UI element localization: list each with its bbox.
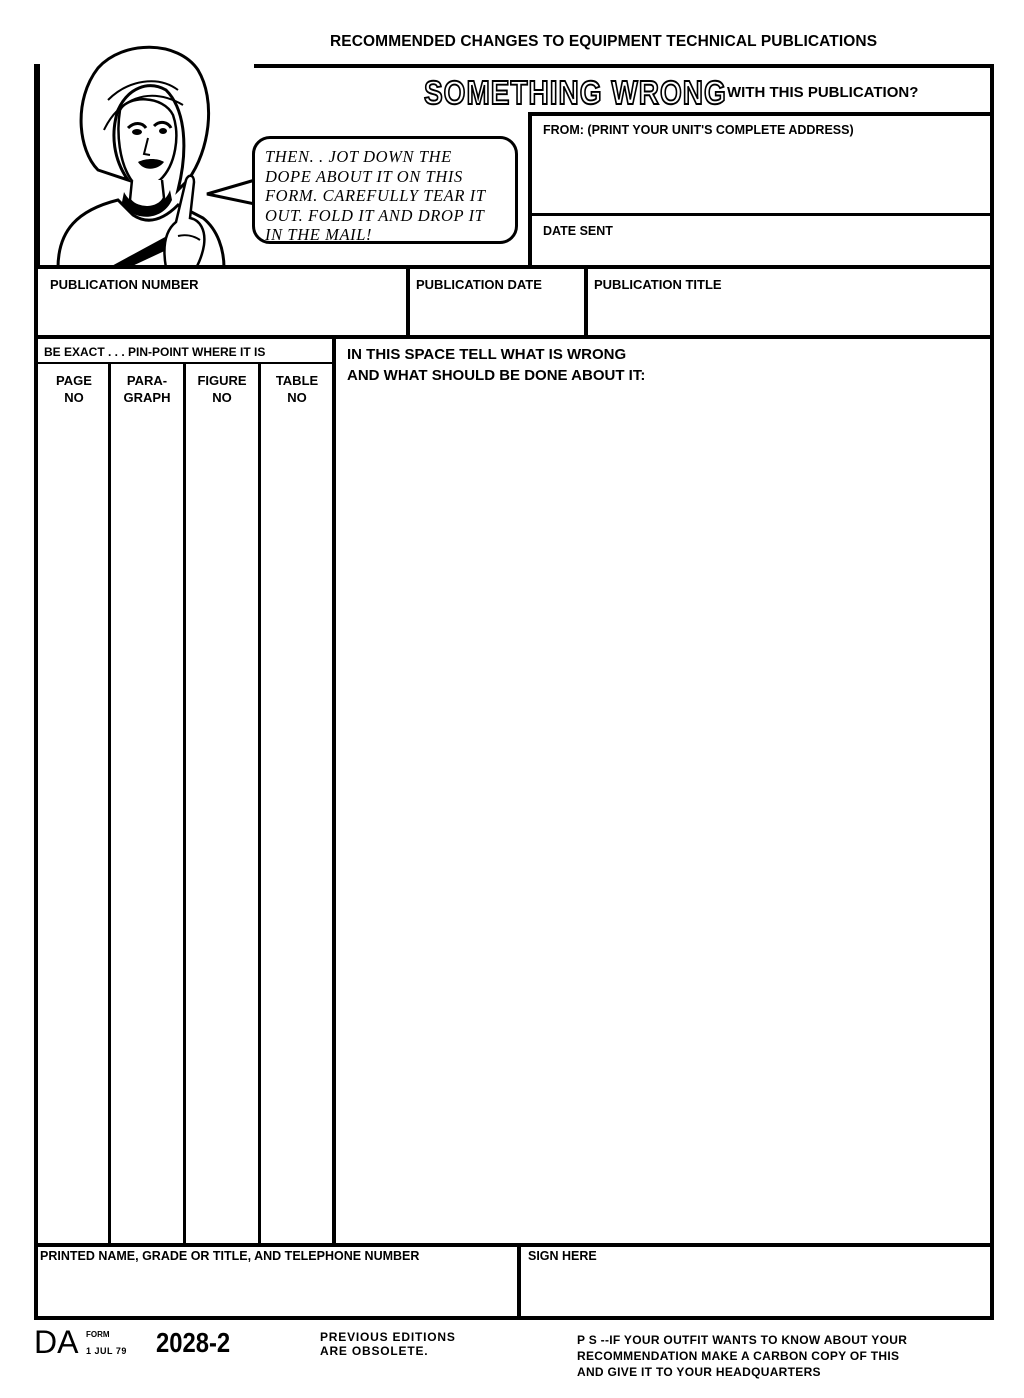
- signature-divider: [517, 1243, 521, 1320]
- bubble-line-2: DOPE ABOUT IT ON THIS: [265, 166, 463, 186]
- form-da-label: DA: [34, 1324, 79, 1360]
- col-table-no-header: [261, 372, 333, 406]
- bubble-line-1: THEN. . JOT DOWN THE: [265, 147, 452, 166]
- col-table-line2: NO: [287, 390, 307, 405]
- from-address-field[interactable]: [536, 142, 990, 210]
- publication-title-label: PUBLICATION TITLE: [594, 277, 722, 292]
- signature-field[interactable]: [524, 1266, 990, 1316]
- from-label: FROM: (PRINT YOUR UNIT'S COMPLETE ADDRESS): [543, 123, 854, 137]
- publication-number-label: PUBLICATION NUMBER: [50, 277, 199, 292]
- ps-line-2: RECOMMENDATION MAKE A CARBON COPY OF THIS: [577, 1349, 900, 1363]
- printed-name-label: PRINTED NAME, GRADE OR TITLE, AND TELEPHONE NUMBER: [40, 1249, 420, 1263]
- speech-bubble: [252, 136, 518, 244]
- be-exact-label: BE EXACT . . . PIN-POINT WHERE IT IS: [44, 345, 266, 359]
- ps-note: [577, 1332, 907, 1380]
- body-main-divider: [332, 335, 336, 1245]
- publication-row-top-line: [34, 265, 994, 269]
- tell-line-2: AND WHAT SHOULD BE DONE ABOUT IT:: [347, 367, 646, 384]
- col-figure-line1: FIGURE: [197, 373, 247, 388]
- form-edition-date: 1 JUL 79: [86, 1346, 127, 1356]
- with-this-publication-text: WITH THIS PUBLICATION?: [727, 84, 919, 101]
- body-top-line: [34, 335, 994, 339]
- col-page-line1: PAGE: [56, 373, 92, 388]
- publication-date-field[interactable]: [414, 296, 580, 334]
- bubble-line-5: IN THE MAIL!: [265, 225, 373, 244]
- figure-no-column-field[interactable]: [187, 410, 256, 1240]
- from-box-top-line: [528, 112, 994, 116]
- date-sent-field[interactable]: [536, 240, 990, 264]
- printed-name-field[interactable]: [40, 1266, 514, 1316]
- col-paragraph-header: [111, 372, 183, 406]
- signature-row-top-line: [34, 1243, 994, 1247]
- table-no-column-field[interactable]: [262, 410, 330, 1240]
- publication-number-field[interactable]: [42, 296, 402, 334]
- sign-here-label: SIGN HERE: [528, 1249, 597, 1263]
- form-header-title: RECOMMENDED CHANGES TO EQUIPMENT TECHNICAL PUBLICATIONS: [330, 33, 878, 50]
- date-sent-divider: [528, 213, 994, 216]
- pub-number-divider: [406, 265, 410, 337]
- something-wrong-headline: SOMETHING WRONG: [424, 74, 727, 112]
- tell-what-is-wrong-label: [347, 344, 645, 386]
- form-number: 2028-2: [156, 1327, 231, 1358]
- previous-editions-note: [320, 1330, 456, 1358]
- cartoon-woman-illustration: [38, 40, 254, 268]
- bubble-line-4: OUT. FOLD IT AND DROP IT: [265, 205, 485, 225]
- col-table-line1: TABLE: [275, 373, 319, 388]
- col-paragraph-line1: PARA-: [126, 373, 168, 388]
- col-figure-line2: NO: [212, 390, 232, 405]
- form-small-label: FORM: [86, 1330, 110, 1339]
- from-box-left-line: [528, 112, 532, 268]
- ps-line-3: AND GIVE IT TO YOUR HEADQUARTERS: [577, 1365, 821, 1379]
- col-figure-no-header: [186, 372, 258, 406]
- pub-date-divider: [584, 265, 588, 337]
- bubble-line-3: FORM. CAREFULLY TEAR IT: [265, 186, 486, 205]
- previous-line-1: PREVIOUS EDITIONS: [320, 1330, 456, 1344]
- col-paragraph-line2: GRAPH: [123, 390, 171, 405]
- page-no-column-field[interactable]: [40, 410, 106, 1240]
- paragraph-column-field[interactable]: [112, 410, 181, 1240]
- col-page-no-header: [40, 372, 108, 406]
- col-divider-2: [183, 364, 186, 1245]
- tell-line-1: IN THIS SPACE TELL WHAT IS WRONG: [347, 346, 627, 363]
- col-page-line2: NO: [64, 390, 84, 405]
- previous-line-2: ARE OBSOLETE.: [320, 1344, 429, 1358]
- publication-date-label: PUBLICATION DATE: [416, 277, 542, 292]
- date-sent-label: DATE SENT: [543, 224, 613, 238]
- col-divider-1: [108, 364, 111, 1245]
- col-divider-3: [258, 364, 261, 1245]
- publication-title-field[interactable]: [592, 296, 990, 334]
- description-text-area[interactable]: [340, 392, 990, 1240]
- ps-line-1: P S --IF YOUR OUTFIT WANTS TO KNOW ABOUT YOUR: [577, 1333, 908, 1347]
- speech-bubble-tail: [205, 178, 257, 208]
